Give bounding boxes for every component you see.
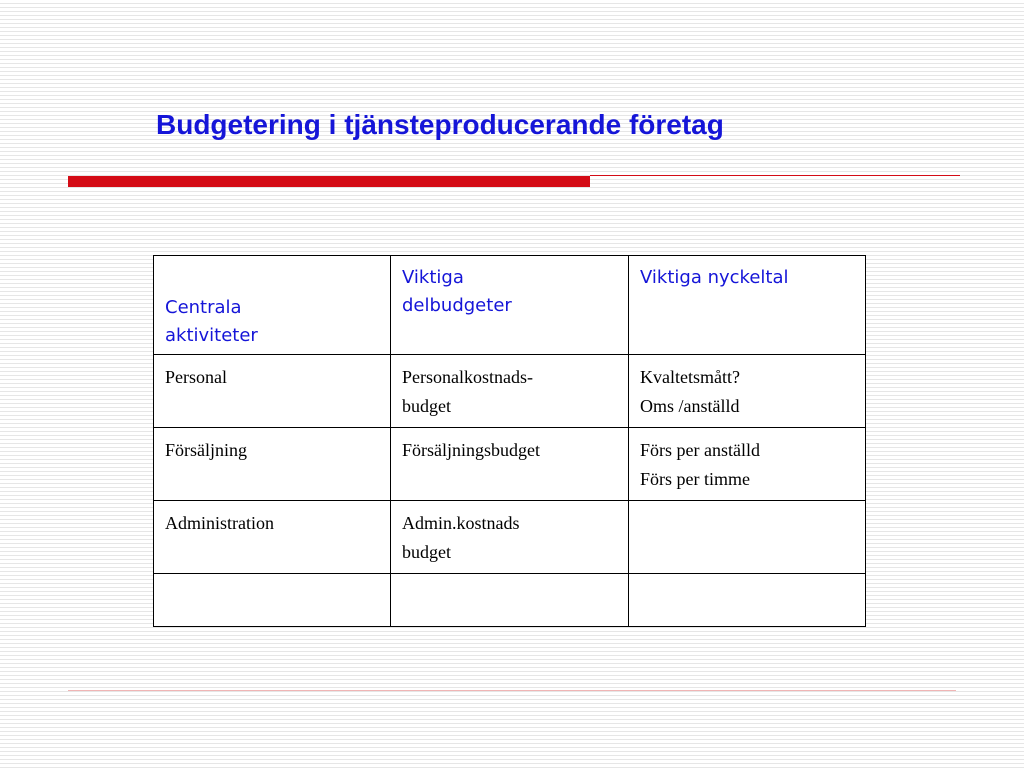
table-cell — [154, 355, 391, 428]
cell-text-line: budget — [402, 396, 451, 416]
cell-text-line: Personal — [165, 367, 227, 387]
table-cell — [154, 501, 391, 574]
title-underline-thick — [68, 176, 590, 187]
slide-title: Budgetering i tjänsteproducerande företag — [156, 109, 724, 140]
table-cell — [629, 355, 866, 428]
header-text-line: aktiviteter — [165, 325, 258, 346]
table-row-empty — [154, 574, 866, 627]
header-text-line: Viktiga nyckeltal — [640, 267, 789, 288]
header-centrala-aktiviteter — [154, 256, 391, 355]
cell-text-line: Försäljningsbudget — [402, 440, 540, 460]
header-text-line: delbudgeter — [402, 295, 512, 316]
budget-table — [153, 255, 866, 627]
cell-text-line: Oms /anställd — [640, 396, 740, 416]
header-text-line: Viktiga — [402, 267, 464, 288]
table-cell-empty — [391, 574, 629, 627]
table-header-row — [154, 256, 866, 355]
header-text-line: Centrala — [165, 297, 242, 318]
table-cell — [391, 355, 629, 428]
cell-text-line: Förs per anställd — [640, 440, 760, 460]
table-cell-empty — [629, 574, 866, 627]
cell-text-line: Administration — [165, 513, 274, 533]
table-cell-empty — [154, 574, 391, 627]
table-cell — [391, 501, 629, 574]
footer-divider — [68, 690, 956, 691]
table-cell — [629, 428, 866, 501]
table-row — [154, 355, 866, 428]
table-row — [154, 428, 866, 501]
cell-text-line: Admin.kostnads — [402, 513, 520, 533]
title-underline-thin — [590, 175, 960, 176]
header-viktiga-nyckeltal — [629, 256, 866, 355]
cell-text-line: Förs per timme — [640, 469, 750, 489]
table-cell — [154, 428, 391, 501]
table-row — [154, 501, 866, 574]
cell-text-line: Personalkostnads- — [402, 367, 533, 387]
cell-text-line: Försäljning — [165, 440, 248, 460]
table-cell — [391, 428, 629, 501]
cell-text-line: budget — [402, 542, 451, 562]
table-cell-empty — [629, 501, 866, 574]
header-viktiga-delbudgeter — [391, 256, 629, 355]
cell-text-line: Kvaltetsmått? — [640, 367, 740, 387]
